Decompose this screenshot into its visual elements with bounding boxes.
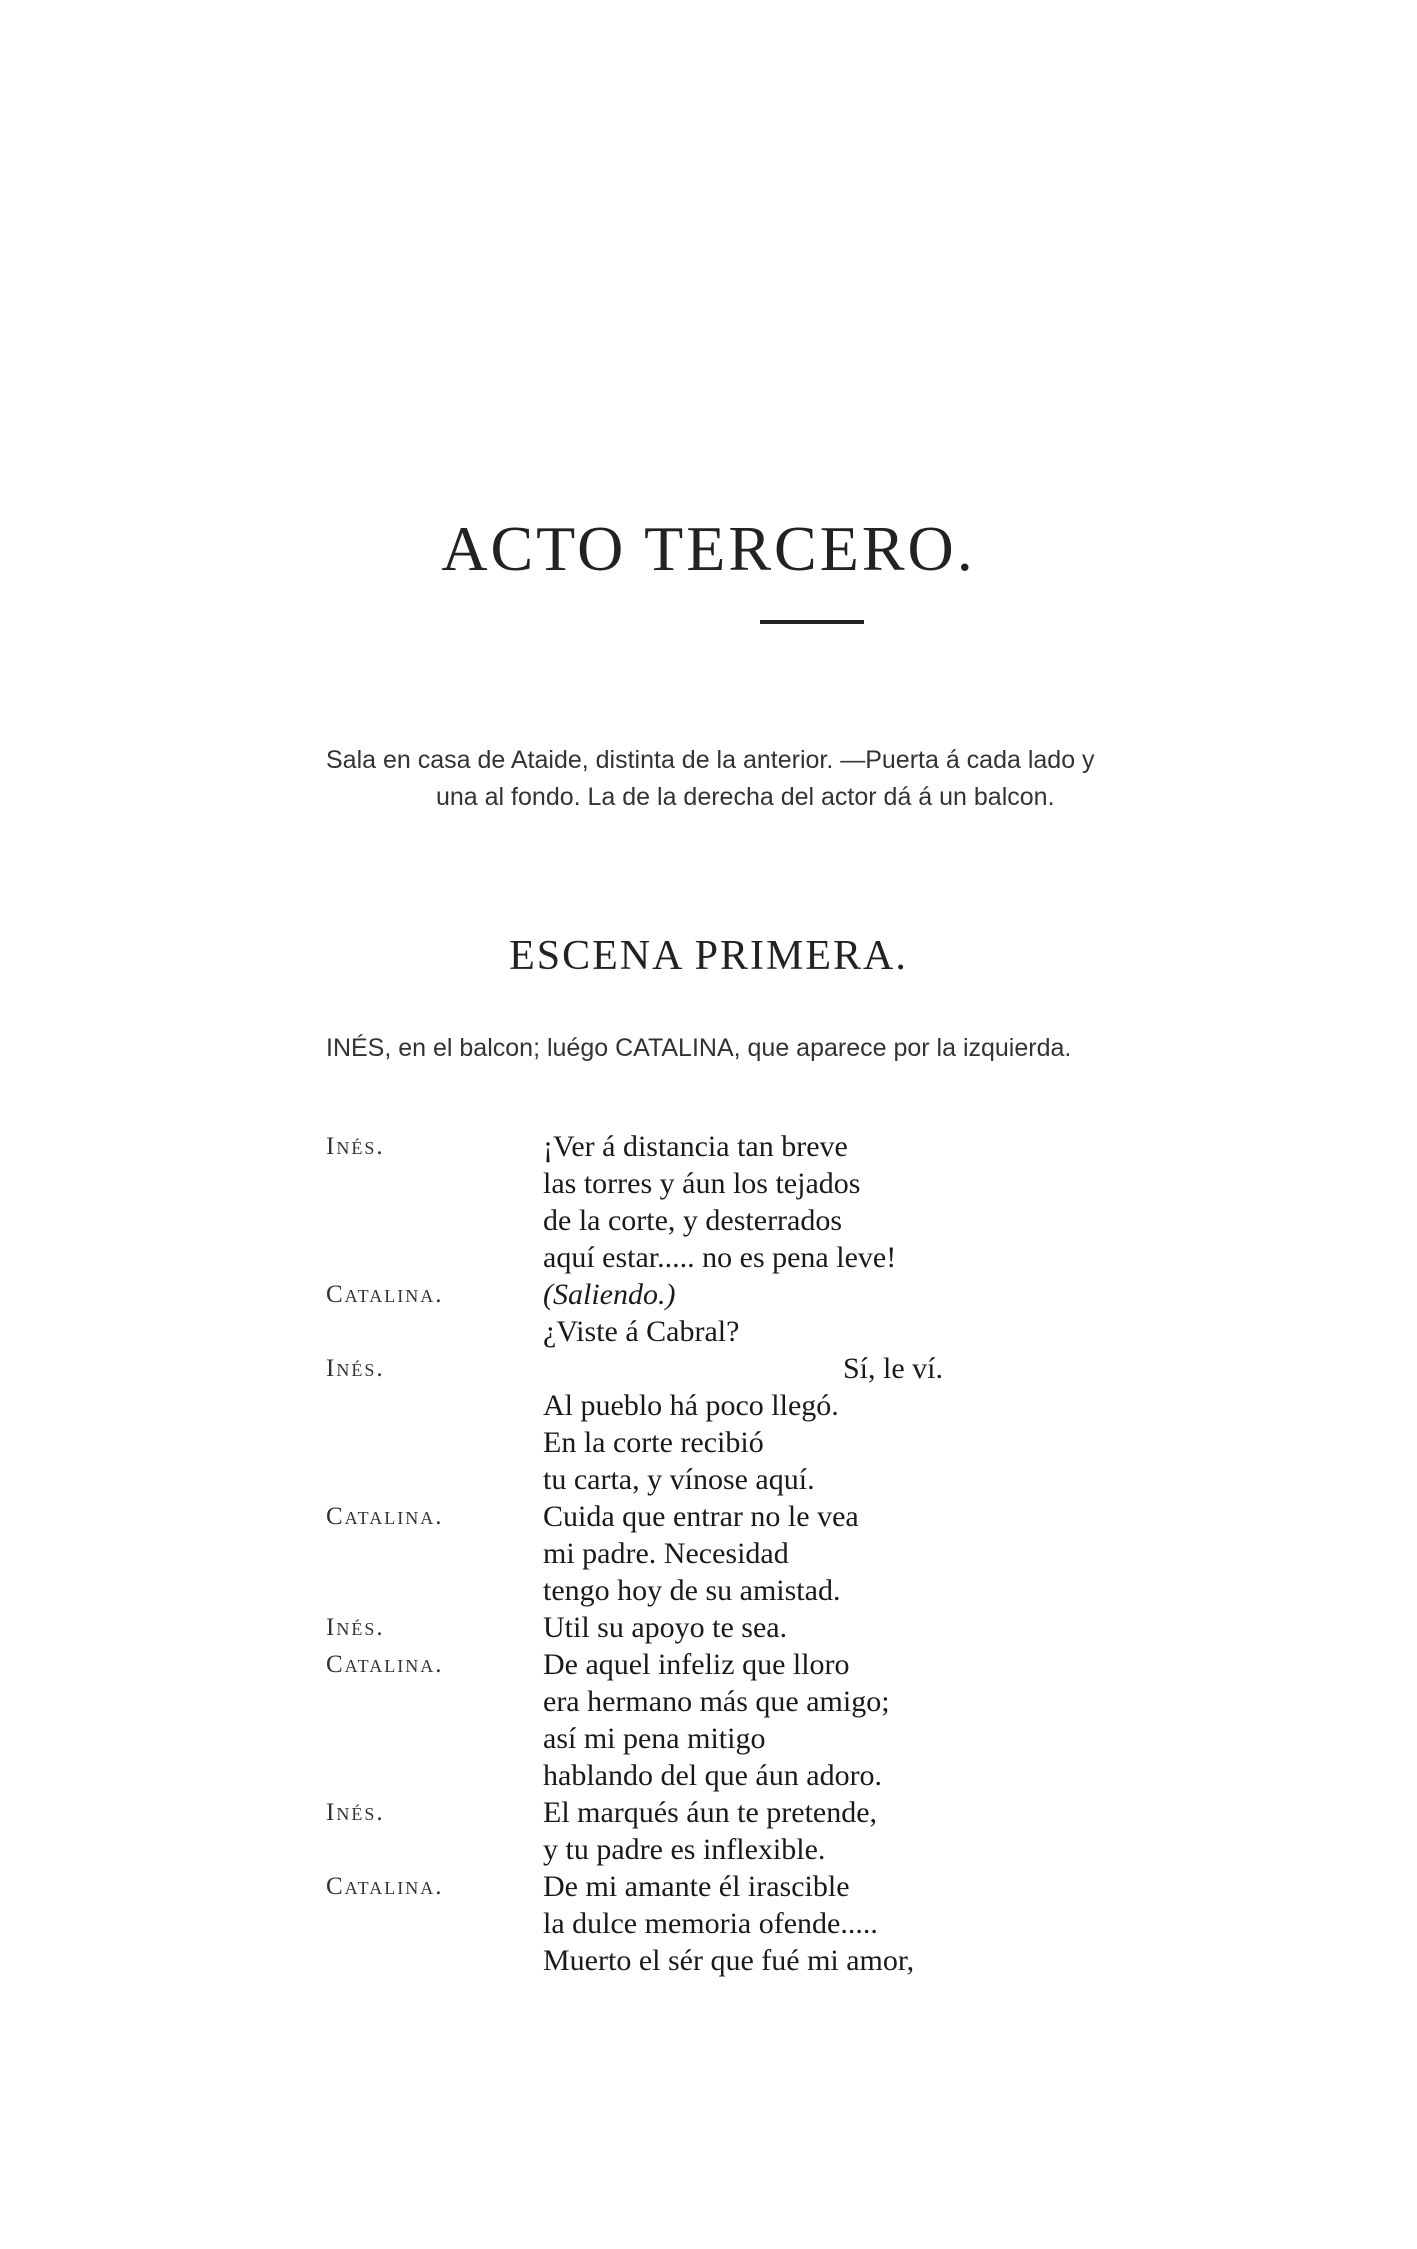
- scene-title: ESCENA PRIMERA.: [509, 933, 908, 979]
- verse-text: hablando del que áun adoro.: [543, 1758, 883, 1792]
- dialogue-line: [326, 1646, 1226, 1683]
- dialogue-line: [326, 1794, 1226, 1831]
- dialogue-line: [326, 1942, 1226, 1979]
- speaker-name: Inés.: [326, 1132, 385, 1160]
- verse-text: así mi pena mitigo: [543, 1721, 766, 1755]
- verse-text: la dulce memoria ofende.....: [543, 1906, 878, 1940]
- speaker-name: Catalina.: [326, 1650, 444, 1678]
- verse-text: ¿Viste á Cabral?: [543, 1314, 740, 1348]
- setting-description: [326, 742, 1294, 816]
- verse-text: Muerto el sér que fué mi amor,: [543, 1943, 915, 1977]
- dialogue-line: [326, 1165, 1226, 1202]
- title-divider: [760, 620, 864, 624]
- verse-text: Cuida que entrar no le vea: [543, 1499, 859, 1533]
- speaker-name: Catalina.: [326, 1872, 444, 1900]
- dialogue: [326, 1128, 1226, 1979]
- dialogue-line: [326, 1350, 1226, 1387]
- dialogue-line: [326, 1831, 1226, 1868]
- verse-text: Al pueblo há poco llegó.: [543, 1388, 839, 1422]
- speaker-name: Inés.: [326, 1354, 385, 1382]
- dialogue-line: [326, 1239, 1226, 1276]
- dialogue-line: [326, 1498, 1226, 1535]
- speaker-name: Catalina.: [326, 1280, 444, 1308]
- dialogue-line: [326, 1572, 1226, 1609]
- setting-line-1: Sala en casa de Ataide, distinta de la anterior. —Puerta á cada lado y: [326, 746, 1095, 774]
- dialogue-line: [326, 1905, 1226, 1942]
- speaker-name: Catalina.: [326, 1502, 444, 1530]
- verse-text: tengo hoy de su amistad.: [543, 1573, 841, 1607]
- setting-line-2: una al fondo. La de la derecha del actor dá á un balcon.: [436, 783, 1055, 811]
- dialogue-line: [326, 1313, 1226, 1350]
- verse-text: las torres y áun los tejados: [543, 1166, 861, 1200]
- verse-text: Sí, le ví.: [843, 1351, 944, 1385]
- verse-text: El marqués áun te pretende,: [543, 1795, 878, 1829]
- dialogue-line: [326, 1757, 1226, 1794]
- verse-text: de la corte, y desterrados: [543, 1203, 843, 1237]
- verse-text: De mi amante él irascible: [543, 1869, 850, 1903]
- verse-text: De aquel infeliz que lloro: [543, 1647, 850, 1681]
- verse-text: ¡Ver á distancia tan breve: [543, 1129, 848, 1163]
- dialogue-line: [326, 1202, 1226, 1239]
- dialogue-line: [326, 1868, 1226, 1905]
- characters-line: INÉS, en el balcon; luégo CATALINA, que aparece por la izquierda.: [326, 1034, 1072, 1062]
- verse-text: era hermano más que amigo;: [543, 1684, 890, 1718]
- speaker-name: Inés.: [326, 1798, 385, 1826]
- verse-text: mi padre. Necesidad: [543, 1536, 789, 1570]
- act-title: ACTO TERCERO.: [441, 513, 976, 584]
- dialogue-line: [326, 1535, 1226, 1572]
- dialogue-line: [326, 1387, 1226, 1424]
- stage-direction: (Saliendo.): [543, 1277, 676, 1311]
- verse-text: Util su apoyo te sea.: [543, 1610, 788, 1644]
- verse-text: En la corte recibió: [543, 1425, 764, 1459]
- dialogue-line: [326, 1720, 1226, 1757]
- dialogue-line: [326, 1128, 1226, 1165]
- verse-text: tu carta, y vínose aquí.: [543, 1462, 815, 1496]
- verse-text: y tu padre es inflexible.: [543, 1832, 826, 1866]
- dialogue-line: [326, 1461, 1226, 1498]
- verse-text: aquí estar..... no es pena leve!: [543, 1240, 897, 1274]
- dialogue-line: [326, 1609, 1226, 1646]
- dialogue-line: [326, 1683, 1226, 1720]
- speaker-name: Inés.: [326, 1613, 385, 1641]
- dialogue-line: [326, 1276, 1226, 1313]
- dialogue-line: [326, 1424, 1226, 1461]
